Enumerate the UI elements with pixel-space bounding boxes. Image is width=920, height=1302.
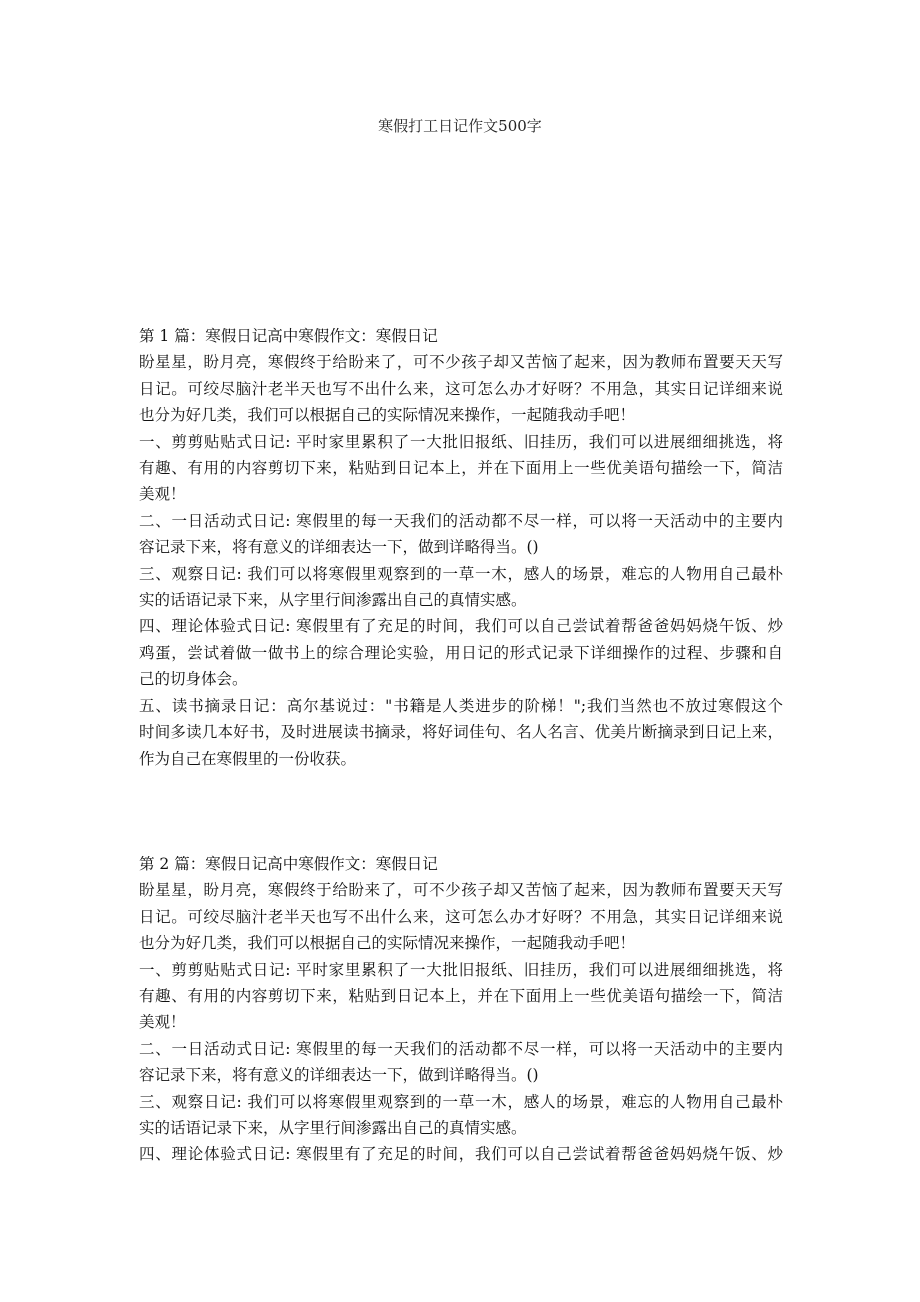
article-line: 己的切身体会。: [139, 670, 248, 689]
article-1: [139, 323, 783, 772]
article-line: 鸡蛋，尝试着做一做书上的综合理论实验，用日记的形式记录下详细操作的过程、步骤和自: [139, 643, 783, 662]
article-heading: 第 1 篇：寒假日记高中寒假作文：寒假日记: [139, 327, 438, 345]
article-line: 时间多读几本好书，及时进展读书摘录，将好词佳句、名人名言、优美片断摘录到日记上来，: [139, 723, 783, 742]
article-line: 美观！: [139, 1013, 186, 1032]
article-2: [139, 851, 783, 1168]
article-line: 盼星星，盼月亮，寒假终于给盼来了，可不少孩子却又苦恼了起来，因为教师布置要天天写: [139, 353, 783, 372]
article-line: 容记录下来，将有意义的详细表达一下，做到详略得当。(): [139, 538, 539, 557]
article-heading: 第 2 篇：寒假日记高中寒假作文：寒假日记: [139, 855, 438, 873]
article-line: 一、剪剪贴贴式日记: 平时家里累积了一大批旧报纸、旧挂历，我们可以进展细细挑选，将: [139, 960, 783, 979]
article-line: 实的话语记录下来，从字里行间渗露出自己的真情实感。: [139, 1119, 527, 1138]
article-line: 实的话语记录下来，从字里行间渗露出自己的真情实感。: [139, 591, 527, 610]
article-line: 一、剪剪贴贴式日记: 平时家里累积了一大批旧报纸、旧挂历，我们可以进展细细挑选，将: [139, 432, 783, 451]
article-line: 容记录下来，将有意义的详细表达一下，做到详略得当。(): [139, 1066, 539, 1085]
article-line: 四、理论体验式日记: 寒假里有了充足的时间，我们可以自己尝试着帮爸爸妈妈烧午饭、炒: [139, 617, 783, 636]
article-line: 三、观察日记: 我们可以将寒假里观察到的一草一木，感人的场景，难忘的人物用自己最朴: [139, 1092, 783, 1111]
article-line: 日记。可绞尽脑汁老半天也写不出什么来，这可怎么办才好呀？不用急，其实日记详细来说: [139, 379, 783, 398]
article-line: 也分为好几类，我们可以根据自己的实际情况来操作，一起随我动手吧！: [139, 934, 636, 953]
article-line: 也分为好几类，我们可以根据自己的实际情况来操作，一起随我动手吧！: [139, 406, 636, 425]
article-line: 盼星星，盼月亮，寒假终于给盼来了，可不少孩子却又苦恼了起来，因为教师布置要天天写: [139, 881, 783, 900]
article-line: 五、读书摘录日记：高尔基说过："书籍是人类进步的阶梯！";我们当然也不放过寒假这个: [139, 696, 783, 715]
article-line: 二、一日活动式日记: 寒假里的每一天我们的活动都不尽一样，可以将一天活动中的主要内: [139, 1039, 783, 1058]
article-line: 美观！: [139, 485, 186, 504]
article-line: 有趣、有用的内容剪切下来，粘贴到日记本上，并在下面用上一些优美语句描绘一下，简洁: [139, 987, 783, 1006]
article-line: 三、观察日记: 我们可以将寒假里观察到的一草一木，感人的场景，难忘的人物用自己最朴: [139, 564, 783, 583]
article-line: 作为自己在寒假里的一份收获。: [139, 749, 357, 768]
article-line: 日记。可绞尽脑汁老半天也写不出什么来，这可怎么办才好呀？不用急，其实日记详细来说: [139, 907, 783, 926]
article-line: 二、一日活动式日记: 寒假里的每一天我们的活动都不尽一样，可以将一天活动中的主要内: [139, 511, 783, 530]
document-title: 寒假打工日记作文500字: [378, 117, 542, 135]
article-line: 四、理论体验式日记: 寒假里有了充足的时间，我们可以自己尝试着帮爸爸妈妈烧午饭、炒: [139, 1145, 783, 1164]
article-line: 有趣、有用的内容剪切下来，粘贴到日记本上，并在下面用上一些优美语句描绘一下，简洁: [139, 459, 783, 478]
